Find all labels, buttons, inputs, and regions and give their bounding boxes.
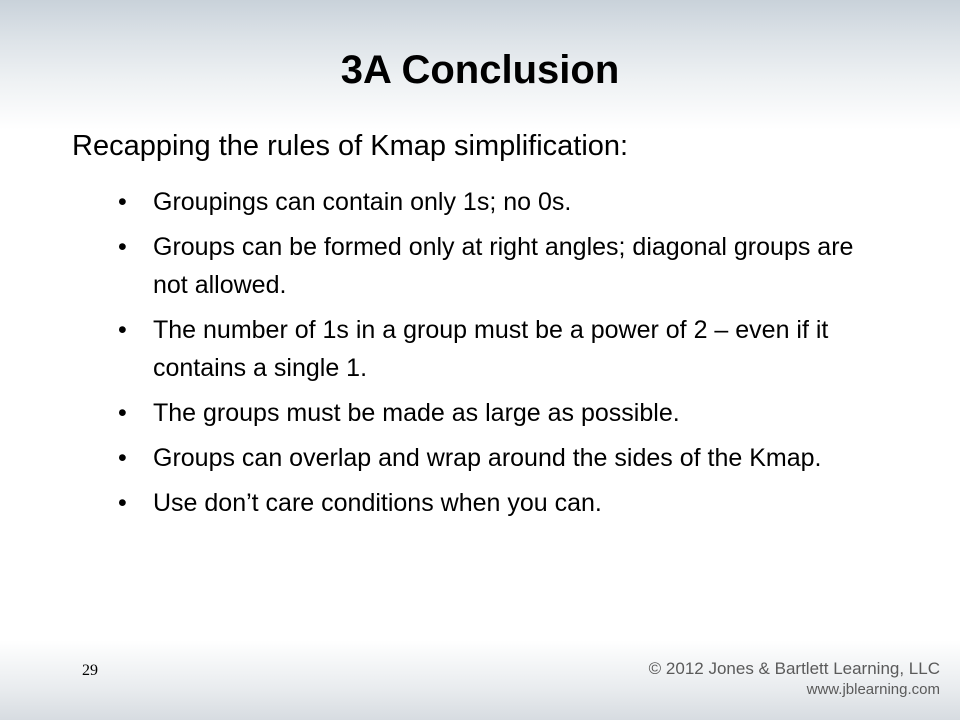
slide-title: 3A Conclusion (340, 48, 620, 92)
copyright-text: © 2012 Jones & Bartlett Learning, LLC (648, 659, 940, 678)
bullet-item (118, 439, 878, 477)
bullet-dot-icon: • (118, 489, 127, 517)
bullet-dot-icon: • (118, 233, 127, 261)
bullet-dot-icon: • (118, 399, 127, 427)
bullet-dot-icon: • (118, 188, 127, 216)
slide-subtitle: Recapping the rules of Kmap simplification: (72, 130, 629, 162)
bullet-item (118, 484, 878, 522)
page-number: 29 (82, 662, 98, 679)
bullet-list (118, 183, 878, 529)
bullet-item (118, 228, 878, 304)
publisher-url: www.jblearning.com (806, 681, 940, 698)
bullet-text: The number of 1s in a group must be a power of 2 – even if it contains a single 1. (153, 316, 829, 382)
bullet-dot-icon: • (118, 316, 127, 344)
bullet-dot-icon: • (118, 444, 127, 472)
bullet-text: Groups can overlap and wrap around the sides of the Kmap. (153, 444, 822, 472)
bullet-text: Groups can be formed only at right angles; diagonal groups are not allowed. (153, 233, 854, 299)
bullet-item (118, 311, 878, 387)
bullet-text: The groups must be made as large as possible. (153, 399, 680, 427)
bullet-item (118, 394, 878, 432)
bullet-text: Groupings can contain only 1s; no 0s. (153, 188, 572, 216)
copyright-footer (649, 658, 940, 700)
bullet-text: Use don’t care conditions when you can. (153, 489, 602, 517)
bullet-item (118, 183, 878, 221)
